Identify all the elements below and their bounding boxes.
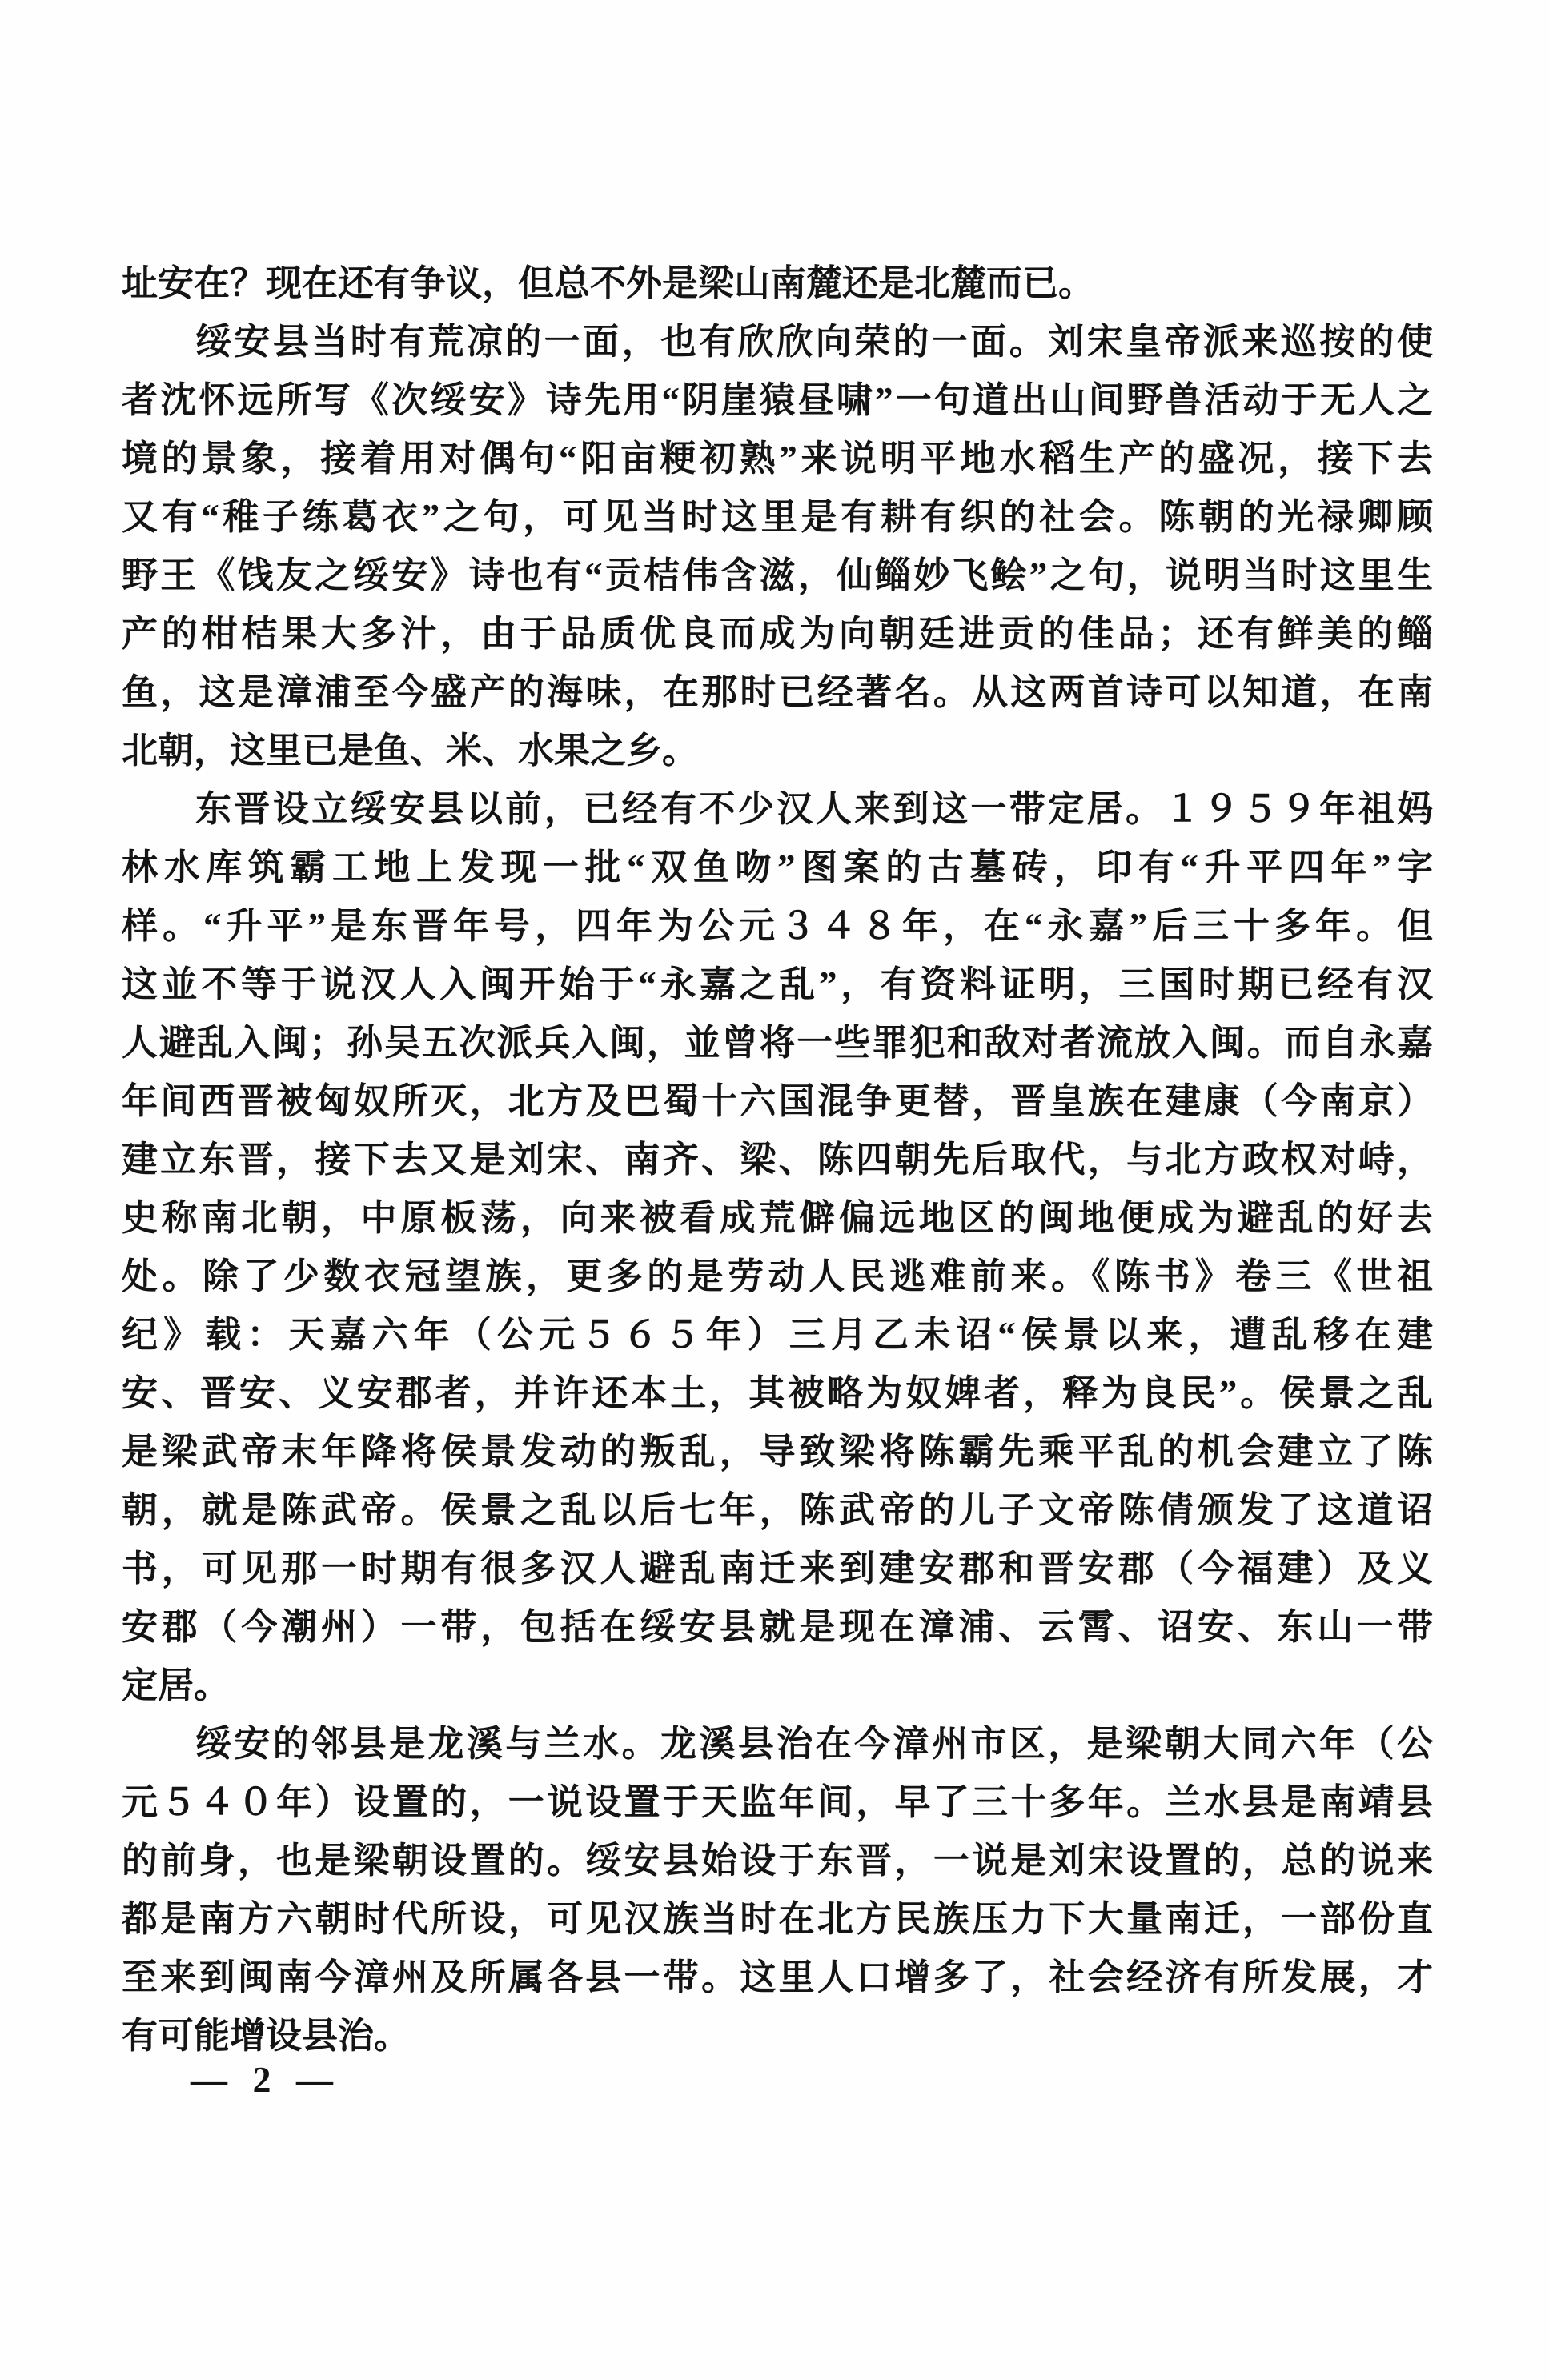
text-line: 是梁武帝末年降将侯景发动的叛乱，导致梁将陈霸先乘平乱的机会建立了陈 <box>122 1432 1433 1472</box>
text-line: 又有“稚子练葛衣”之句，可见当时这里是有耕有织的社会。陈朝的光禄卿顾 <box>122 497 1433 537</box>
text-line: 这並不等于说汉人入闽开始于“永嘉之乱”，有资料证明，三国时期已经有汉 <box>122 964 1433 1004</box>
text-line: 有可能增设县治。 <box>122 2016 411 2056</box>
text-line: 者沈怀远所写《次绥安》诗先用“阴崖猿昼啸”一句道出山间野兽活动于无人之 <box>122 380 1433 420</box>
text-line: 纪》载：天嘉六年（公元５６５年）三月乙未诏“侯景以来，遭乱移在建 <box>122 1315 1433 1355</box>
text-line: 朝，就是陈武帝。侯景之乱以后七年，陈武帝的儿子文帝陈倩颁发了这道诏 <box>122 1490 1433 1530</box>
text-line: 都是南方六朝时代所设，可见汉族当时在北方民族压力下大量南迁，一部份直 <box>122 1899 1433 1939</box>
text-line: 建立东晋，接下去又是刘宋、南齐、梁、陈四朝先后取代，与北方政权对峙， <box>122 1140 1433 1180</box>
text-line: 定居。 <box>122 1665 231 1705</box>
page-number: — 2 — <box>191 2059 341 2100</box>
text-line: 安郡（今潮州）一带，包括在绥安县就是现在漳浦、云霄、诏安、东山一带 <box>122 1607 1433 1647</box>
paragraph <box>122 1715 1433 2065</box>
text-line: 绥安县当时有荒凉的一面，也有欣欣向荣的一面。刘宋皇帝派来巡按的使 <box>195 322 1433 362</box>
text-line: 鱼，这是漳浦至今盛产的海味，在那时已经著名。从这两首诗可以知道，在南 <box>122 672 1433 712</box>
paragraph <box>122 254 1433 313</box>
text-line: 绥安的邻县是龙溪与兰水。龙溪县治在今漳州市区，是梁朝大同六年（公 <box>195 1724 1433 1764</box>
text-line: 境的景象，接着用对偶句“阳亩粳初熟”来说明平地水稻生产的盛况，接下去 <box>122 439 1433 479</box>
text-line: 至来到闽南今漳州及所属各县一带。这里人口增多了，社会经济有所发展，才 <box>122 1957 1433 1997</box>
text-line: 安、晋安、义安郡者，并许还本土，其被略为奴婢者，释为良民”。侯景之乱 <box>122 1373 1433 1413</box>
text-line: 野王《饯友之绥安》诗也有“贡桔伟含滋，仙鲻妙飞鲙”之句，说明当时这里生 <box>122 555 1433 595</box>
text-line: 林水库筑霸工地上发现一批“双鱼吻”图案的古墓砖，印有“升平四年”字 <box>122 847 1433 887</box>
text-line: 址安在？现在还有争议，但总不外是梁山南麓还是北麓而已。 <box>122 263 1095 303</box>
text-line: 人避乱入闽；孙吴五次派兵入闽，並曾将一些罪犯和敌对者流放入闽。而自永嘉 <box>122 1023 1433 1063</box>
text-line: 史称南北朝，中原板荡，向来被看成荒僻偏远地区的闽地便成为避乱的好去 <box>122 1198 1433 1238</box>
text-line: 书，可见那一时期有很多汉人避乱南迁来到建安郡和晋安郡（今福建）及义 <box>122 1549 1433 1589</box>
text-line: 样。“升平”是东晋年号，四年为公元３４８年，在“永嘉”后三十多年。但 <box>122 906 1433 946</box>
text-line: 东晋设立绥安县以前，已经有不少汉人来到这一带定居。１９５９年祖妈 <box>195 789 1433 829</box>
text-line: 的前身，也是梁朝设置的。绥安县始设于东晋，一说是刘宋设置的，总的说来 <box>122 1841 1433 1881</box>
text-line: 产的柑桔果大多汁，由于品质优良而成为向朝廷进贡的佳品；还有鲜美的鲻 <box>122 614 1433 654</box>
text-line: 年间西晋被匈奴所灭，北方及巴蜀十六国混争更替，晋皇族在建康（今南京） <box>122 1081 1433 1121</box>
paragraph <box>122 313 1433 780</box>
paragraph <box>122 780 1433 1715</box>
text-block <box>122 254 1433 2065</box>
text-line: 元５４０年）设置的，一说设置于天监年间，早了三十多年。兰水县是南靖县 <box>122 1782 1433 1822</box>
text-line: 北朝，这里已是鱼、米、水果之乡。 <box>122 731 699 771</box>
text-line: 处。除了少数衣冠望族，更多的是劳动人民逃难前来。《陈书》卷三《世祖 <box>122 1256 1433 1296</box>
